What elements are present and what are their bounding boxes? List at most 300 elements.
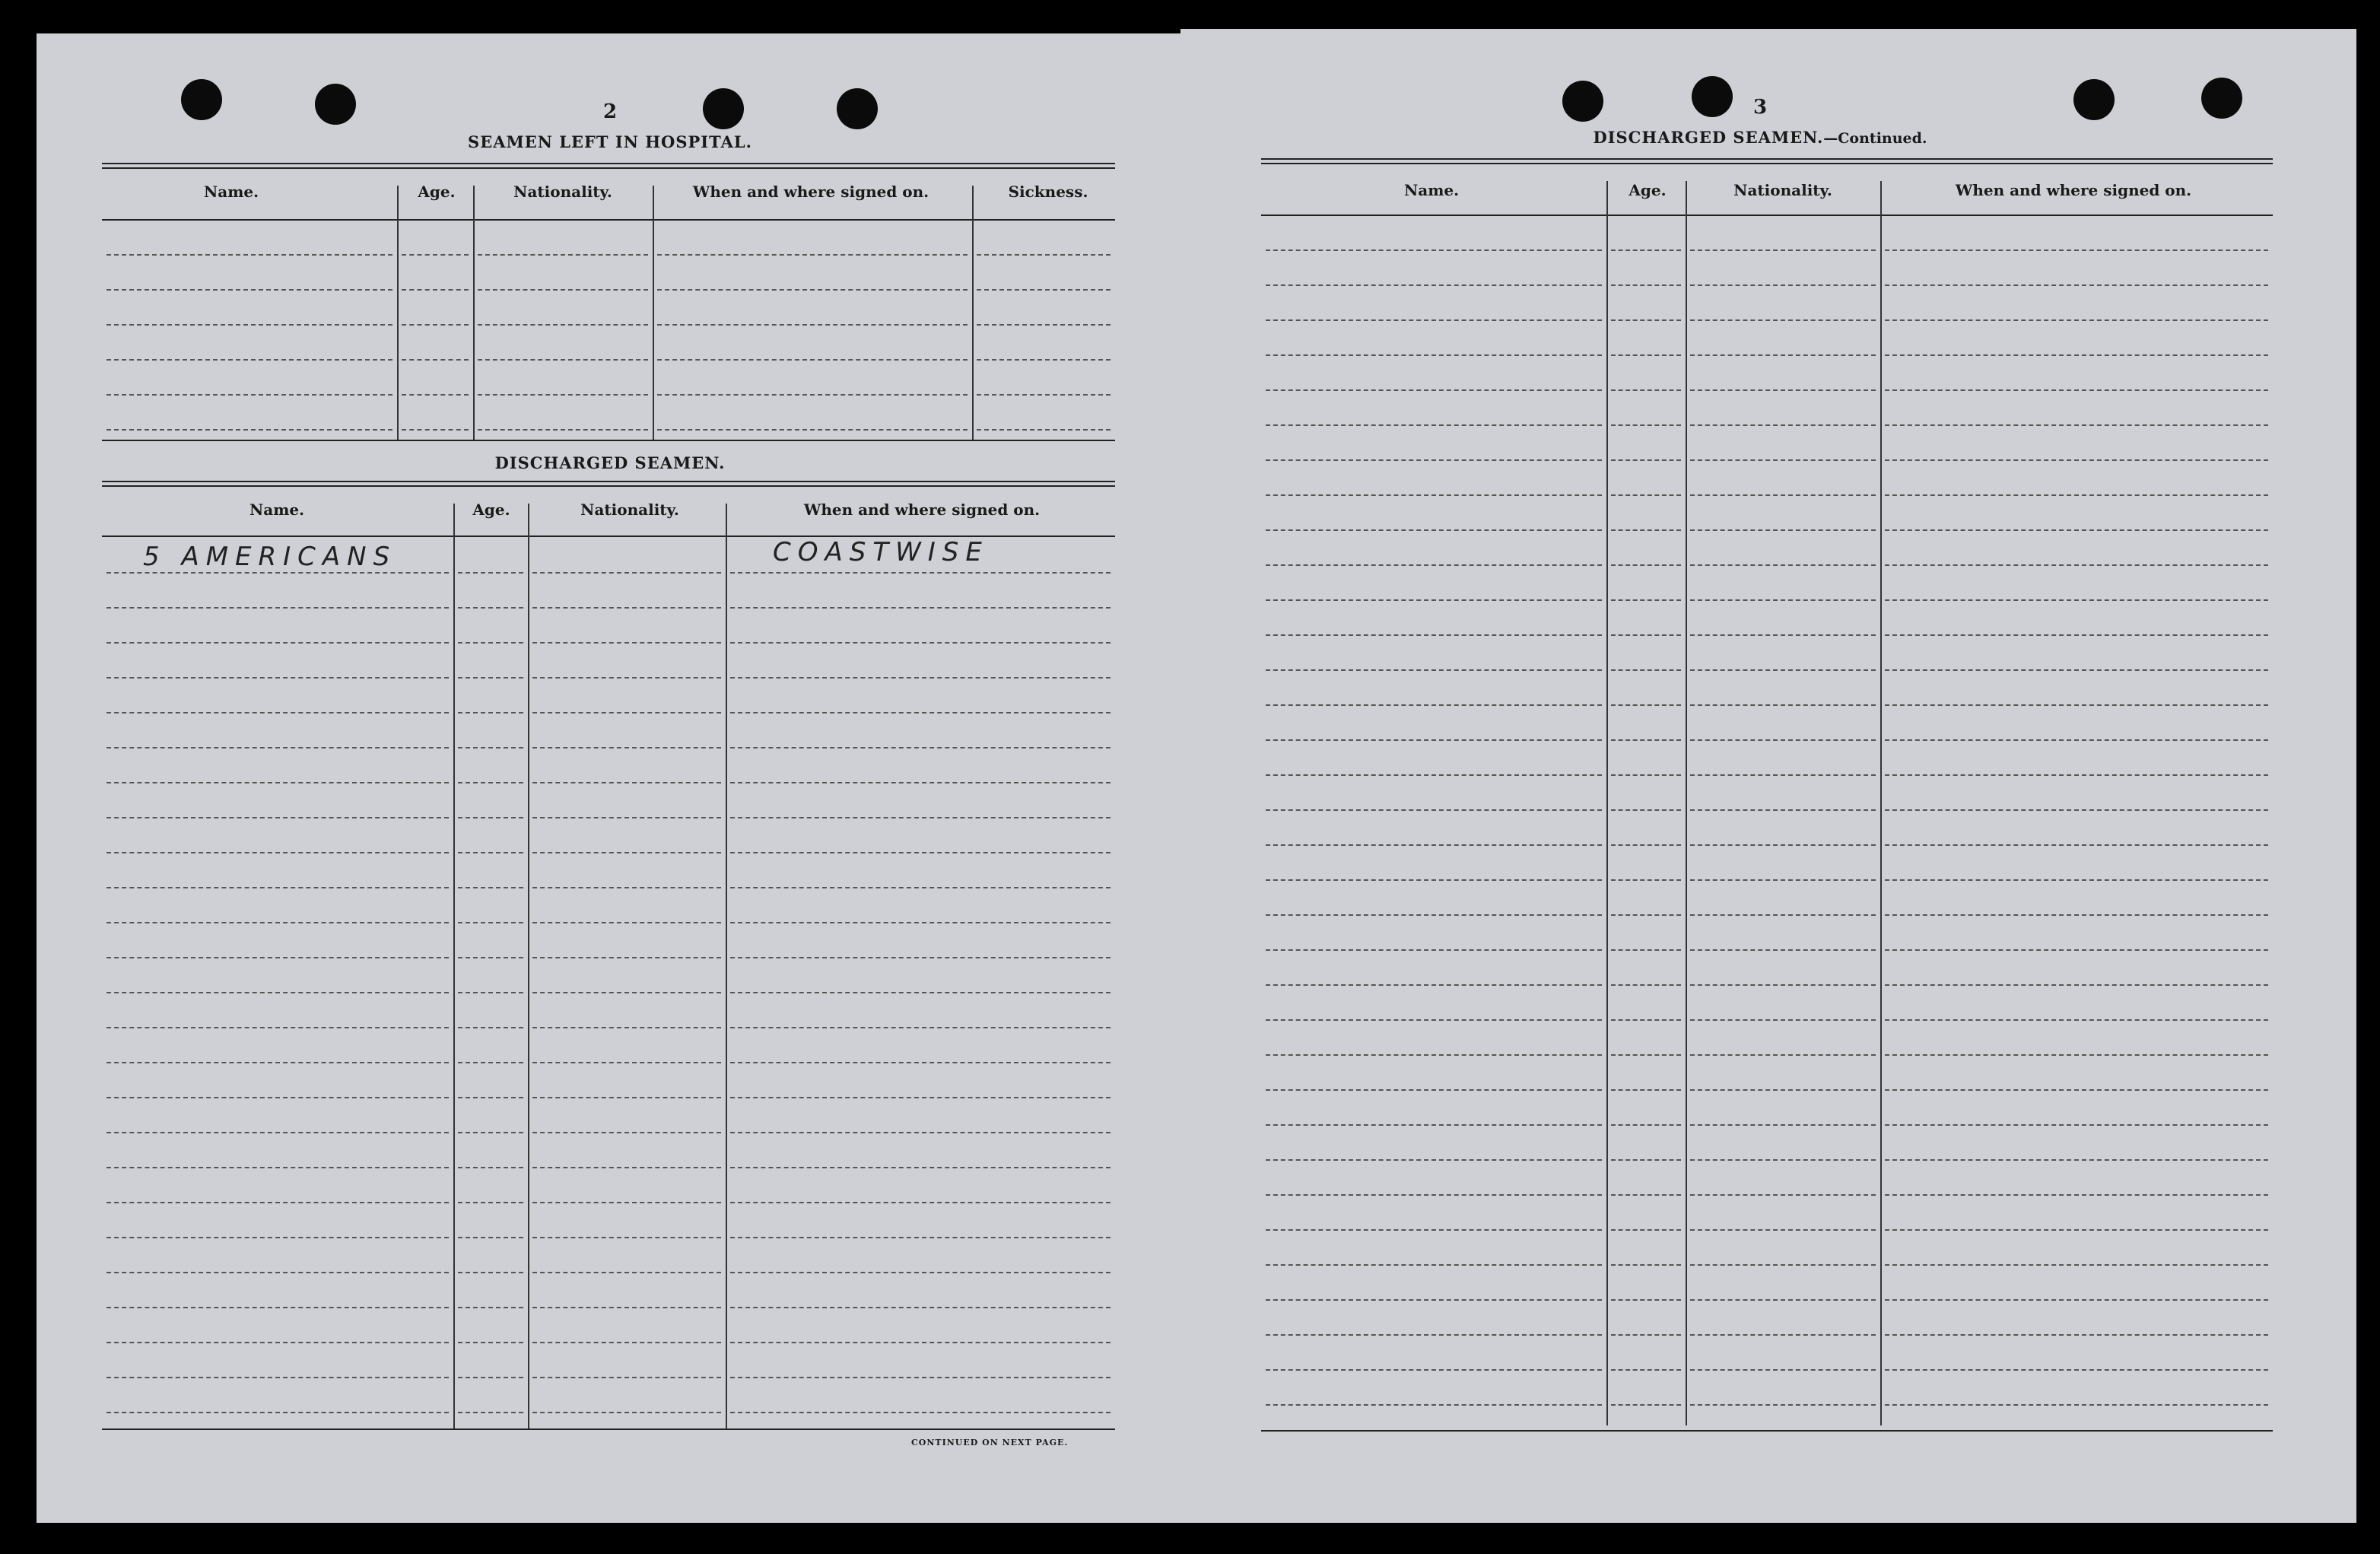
punch-hole [2201, 78, 2242, 119]
ruled-line [1885, 879, 2268, 881]
ruled-line [106, 359, 392, 361]
ruled-line [532, 1342, 721, 1343]
ruled-line [458, 712, 523, 713]
ruled-line [1611, 1299, 1681, 1301]
ruled-line [106, 642, 449, 644]
ruled-line [532, 712, 721, 713]
ruled-line [1611, 424, 1681, 426]
ruled-line [458, 1307, 523, 1308]
ruled-line [1611, 1159, 1681, 1161]
page-number: 3 [1752, 96, 1768, 119]
ruled-line [458, 642, 523, 644]
ruled-line [532, 747, 721, 748]
ruled-line [532, 782, 721, 783]
ruled-line [977, 359, 1111, 361]
ruled-line [730, 642, 1111, 644]
ruled-line [532, 607, 721, 609]
ruled-line [1611, 809, 1681, 811]
column-header-sickness: Sickness. [1008, 183, 1088, 201]
ruled-line [1266, 494, 1602, 496]
ruled-line [1885, 984, 2268, 986]
ruled-line [1690, 844, 1876, 846]
ruled-line [1690, 704, 1876, 706]
ruled-line [458, 572, 523, 574]
ruled-line [106, 992, 449, 993]
ruled-line [1885, 599, 2268, 601]
ruled-line [1611, 564, 1681, 566]
ruled-line [1690, 494, 1876, 496]
ruled-line [657, 289, 968, 291]
ruled-line [1885, 634, 2268, 636]
ruled-line [1611, 459, 1681, 461]
ruled-line [1885, 529, 2268, 531]
ruled-line [106, 1027, 449, 1028]
column-divider [653, 186, 654, 441]
ruled-line [106, 1307, 449, 1308]
ruled-line [1690, 1264, 1876, 1266]
ruled-line [730, 1237, 1111, 1238]
ruled-line [478, 254, 648, 256]
ruled-line [730, 747, 1111, 748]
ruled-line [1266, 669, 1602, 671]
ruled-line [977, 254, 1111, 256]
column-header-nationality: Nationality. [580, 501, 679, 519]
ruled-line [1885, 354, 2268, 356]
ruled-line [730, 1307, 1111, 1308]
ruled-line [1611, 704, 1681, 706]
ruled-line [730, 1167, 1111, 1168]
ruled-line [1266, 1159, 1602, 1161]
ruled-line [1611, 354, 1681, 356]
column-divider [1880, 181, 1882, 1425]
ruled-line [1885, 844, 2268, 846]
ruled-line [1885, 1369, 2268, 1371]
ruled-line [1690, 1159, 1876, 1161]
ruled-line [1266, 529, 1602, 531]
ruled-line [106, 957, 449, 958]
punch-hole [315, 84, 356, 125]
ruled-line [532, 887, 721, 888]
ruled-line [532, 1412, 721, 1413]
ruled-line [478, 289, 648, 291]
ruled-line [1611, 1194, 1681, 1196]
ruled-line [106, 1132, 449, 1133]
ruled-line [1266, 1089, 1602, 1091]
table-bottom-rule [1261, 1430, 2273, 1432]
ruled-line [1885, 494, 2268, 496]
ruled-line [458, 1132, 523, 1133]
ruled-line [730, 1377, 1111, 1378]
ruled-line [730, 887, 1111, 888]
ruled-line [1690, 809, 1876, 811]
handwritten-name-entry: 5 AMERICANS [143, 542, 397, 572]
ruled-line [532, 1062, 721, 1063]
ruled-line [106, 1097, 449, 1098]
ruled-line [106, 607, 449, 609]
ruled-line [1885, 389, 2268, 391]
ruled-line [657, 359, 968, 361]
ruled-line [1690, 774, 1876, 776]
ruled-line [1266, 949, 1602, 951]
punch-hole [703, 88, 744, 129]
ruled-line [106, 1062, 449, 1063]
ruled-line [1690, 459, 1876, 461]
ruled-line [532, 992, 721, 993]
ruled-line [106, 394, 392, 396]
ruled-line [458, 607, 523, 609]
ruled-line [1266, 459, 1602, 461]
ruled-line [1885, 669, 2268, 671]
ruled-line [402, 394, 469, 396]
ruled-line [1611, 1089, 1681, 1091]
ruled-line [106, 1377, 449, 1378]
ruled-line [1885, 1404, 2268, 1406]
ruled-line [1266, 1019, 1602, 1021]
column-header-age: Age. [418, 183, 456, 201]
ruled-line [1611, 284, 1681, 286]
ruled-line [458, 1272, 523, 1273]
ruled-line [458, 922, 523, 923]
ruled-line [402, 359, 469, 361]
ruled-line [730, 782, 1111, 783]
ruled-line [1611, 494, 1681, 496]
ruled-line [1690, 1369, 1876, 1371]
ruled-line [1885, 284, 2268, 286]
ruled-line [1885, 704, 2268, 706]
ruled-line [1690, 1194, 1876, 1196]
ruled-line [478, 324, 648, 326]
ruled-line [532, 1167, 721, 1168]
ruled-line [1611, 1369, 1681, 1371]
ruled-line [1266, 1334, 1602, 1336]
column-header-signed-on: When and where signed on. [692, 183, 929, 201]
ruled-line [730, 1097, 1111, 1098]
ruled-line [1266, 1264, 1602, 1266]
column-header-name: Name. [249, 501, 305, 519]
ruled-line [1690, 1124, 1876, 1126]
ruled-line [1266, 319, 1602, 321]
ruled-line [458, 852, 523, 853]
header-rule [102, 481, 1115, 487]
ruled-line [106, 254, 392, 256]
ruled-line [1266, 1299, 1602, 1301]
ruled-line [106, 1237, 449, 1238]
ruled-line [478, 394, 648, 396]
ruled-line [532, 1202, 721, 1203]
ruled-line [532, 1307, 721, 1308]
column-header-signed-on: When and where signed on. [803, 501, 1041, 519]
ruled-line [1611, 634, 1681, 636]
ruled-line [1266, 1054, 1602, 1056]
ruled-line [1266, 599, 1602, 601]
ruled-line [1266, 844, 1602, 846]
ruled-line [532, 677, 721, 678]
ruled-line [1690, 354, 1876, 356]
ruled-line [1266, 389, 1602, 391]
ruled-line [1885, 1159, 2268, 1161]
column-divider [972, 186, 974, 441]
ruled-line [730, 1062, 1111, 1063]
ruled-line [1690, 879, 1876, 881]
ruled-line [1611, 249, 1681, 251]
ruled-line [1266, 1369, 1602, 1371]
ruled-line [532, 1272, 721, 1273]
ruled-line [1690, 1089, 1876, 1091]
ruled-line [730, 607, 1111, 609]
ruled-line [1690, 284, 1876, 286]
column-divider [453, 504, 455, 1430]
column-divider [726, 504, 727, 1430]
ruled-line [1690, 1054, 1876, 1056]
ruled-line [1611, 319, 1681, 321]
ruled-line [532, 852, 721, 853]
ruled-line [1611, 669, 1681, 671]
page-title [1593, 128, 1927, 147]
ruled-line [1611, 529, 1681, 531]
ruled-line [1266, 1124, 1602, 1126]
ruled-line [532, 572, 721, 574]
ruled-line [1690, 634, 1876, 636]
ruled-line [977, 394, 1111, 396]
ruled-line [1611, 879, 1681, 881]
ruled-line [1266, 739, 1602, 741]
column-header-age: Age. [472, 501, 510, 519]
ruled-line [532, 1132, 721, 1133]
ruled-line [106, 429, 392, 431]
ruled-line [106, 747, 449, 748]
ruled-line [402, 324, 469, 326]
ruled-line [1611, 774, 1681, 776]
ruled-line [1266, 424, 1602, 426]
ruled-line [1690, 424, 1876, 426]
ruled-line [730, 922, 1111, 923]
ruled-line [730, 1202, 1111, 1203]
ruled-line [1611, 1054, 1681, 1056]
right-page [1180, 29, 2356, 1523]
ruled-line [1266, 984, 1602, 986]
ruled-line [977, 429, 1111, 431]
column-divider [1686, 181, 1687, 1425]
ruled-line [106, 1412, 449, 1413]
handwritten-signed-on-entry: COASTWISE [773, 537, 989, 567]
ruled-line [1690, 1229, 1876, 1231]
ruled-line [106, 1202, 449, 1203]
discharged-section-title: DISCHARGED SEAMEN. [494, 453, 726, 472]
punch-hole [1692, 76, 1733, 117]
ruled-line [730, 572, 1111, 574]
ruled-line [106, 852, 449, 853]
punch-hole [181, 79, 222, 120]
ruled-line [730, 1132, 1111, 1133]
ruled-line [532, 642, 721, 644]
ruled-line [478, 359, 648, 361]
ruled-line [1690, 914, 1876, 916]
ruled-line [458, 1377, 523, 1378]
column-header-nationality: Nationality. [1733, 181, 1832, 199]
continued-footer: CONTINUED ON NEXT PAGE. [911, 1438, 1069, 1448]
title-continued: —Continued. [1823, 130, 1927, 147]
column-header-nationality: Nationality. [513, 183, 612, 201]
ruled-line [730, 1272, 1111, 1273]
ruled-line [1266, 809, 1602, 811]
ruled-line [532, 957, 721, 958]
ruled-line [106, 1342, 449, 1343]
ruled-line [458, 1412, 523, 1413]
ruled-line [106, 572, 449, 574]
ruled-line [458, 1062, 523, 1063]
ruled-line [657, 394, 968, 396]
ruled-line [1266, 914, 1602, 916]
punch-hole [2073, 79, 2115, 120]
ruled-line [1266, 284, 1602, 286]
ruled-line [1611, 1264, 1681, 1266]
ruled-line [1266, 1194, 1602, 1196]
ruled-line [106, 1272, 449, 1273]
ruled-line [1885, 1054, 2268, 1056]
ruled-line [106, 782, 449, 783]
ruled-line [1885, 319, 2268, 321]
ruled-line [1611, 1229, 1681, 1231]
ruled-line [458, 992, 523, 993]
ruled-line [1611, 1019, 1681, 1021]
ruled-line [730, 1412, 1111, 1413]
ruled-line [1690, 1334, 1876, 1336]
ruled-line [1885, 809, 2268, 811]
ruled-line [657, 429, 968, 431]
ruled-line [106, 324, 392, 326]
ruled-line [1690, 739, 1876, 741]
ruled-line [1885, 1089, 2268, 1091]
table-bottom-rule [102, 440, 1115, 441]
ruled-line [1266, 879, 1602, 881]
ruled-line [1611, 1334, 1681, 1336]
ruled-line [1690, 984, 1876, 986]
ruled-line [1885, 739, 2268, 741]
ruled-line [1690, 564, 1876, 566]
ruled-line [458, 1097, 523, 1098]
title-main: DISCHARGED SEAMEN. [1593, 128, 1824, 147]
ruled-line [1611, 1124, 1681, 1126]
ruled-line [458, 1027, 523, 1028]
ruled-line [458, 817, 523, 818]
ruled-line [458, 957, 523, 958]
ruled-line [1611, 389, 1681, 391]
column-header-signed-on: When and where signed on. [1955, 181, 2192, 199]
ruled-line [1885, 424, 2268, 426]
column-header-name: Name. [1403, 181, 1460, 199]
ruled-line [532, 1237, 721, 1238]
table-header-rule [102, 219, 1115, 221]
ruled-line [730, 817, 1111, 818]
ruled-line [106, 677, 449, 678]
ruled-line [458, 1342, 523, 1343]
ruled-line [1885, 1334, 2268, 1336]
left-page [37, 33, 1193, 1523]
ruled-line [1885, 1194, 2268, 1196]
ruled-line [532, 817, 721, 818]
ruled-line [1885, 949, 2268, 951]
ruled-line [1690, 1404, 1876, 1406]
ruled-line [106, 1167, 449, 1168]
ruled-line [1266, 354, 1602, 356]
ruled-line [106, 289, 392, 291]
ruled-line [1885, 1019, 2268, 1021]
ruled-line [1885, 914, 2268, 916]
ruled-line [657, 324, 968, 326]
ruled-line [1266, 564, 1602, 566]
ruled-line [1690, 319, 1876, 321]
ruled-line [1885, 1229, 2268, 1231]
ruled-line [1266, 774, 1602, 776]
ruled-line [1690, 529, 1876, 531]
header-rule [102, 163, 1115, 169]
column-divider [473, 186, 475, 441]
ruled-line [1266, 634, 1602, 636]
ruled-line [106, 817, 449, 818]
ruled-line [657, 254, 968, 256]
column-divider [397, 186, 399, 441]
ruled-line [458, 887, 523, 888]
column-divider [528, 504, 529, 1430]
ruled-line [1885, 1299, 2268, 1301]
ruled-line [1690, 599, 1876, 601]
ruled-line [532, 922, 721, 923]
punch-hole [837, 88, 878, 129]
ruled-line [1885, 1124, 2268, 1126]
ruled-line [1611, 1404, 1681, 1406]
ruled-line [1885, 249, 2268, 251]
column-header-age: Age. [1629, 181, 1667, 199]
ruled-line [1266, 249, 1602, 251]
ruled-line [730, 957, 1111, 958]
punch-hole [1562, 81, 1603, 122]
header-rule [1261, 158, 2273, 164]
ruled-line [1885, 459, 2268, 461]
ruled-line [1266, 704, 1602, 706]
table-bottom-rule [102, 1428, 1115, 1430]
ruled-line [1690, 249, 1876, 251]
ruled-line [1611, 599, 1681, 601]
ruled-line [458, 1237, 523, 1238]
ruled-line [1690, 949, 1876, 951]
ruled-line [532, 1027, 721, 1028]
ruled-line [106, 887, 449, 888]
ruled-line [1611, 914, 1681, 916]
ruled-line [402, 254, 469, 256]
table-header-rule [1261, 215, 2273, 216]
ruled-line [977, 289, 1111, 291]
ruled-line [106, 712, 449, 713]
ruled-line [1690, 1019, 1876, 1021]
ruled-line [458, 1167, 523, 1168]
ruled-line [458, 677, 523, 678]
page-number: 2 [602, 100, 618, 123]
ruled-line [532, 1097, 721, 1098]
ruled-line [458, 1202, 523, 1203]
ruled-line [730, 992, 1111, 993]
ruled-line [1611, 984, 1681, 986]
ruled-line [532, 1377, 721, 1378]
ruled-line [1690, 389, 1876, 391]
ruled-line [1611, 739, 1681, 741]
ruled-line [1885, 1264, 2268, 1266]
ruled-line [458, 747, 523, 748]
ruled-line [478, 429, 648, 431]
column-header-name: Name. [203, 183, 259, 201]
ruled-line [1885, 564, 2268, 566]
ruled-line [402, 289, 469, 291]
ruled-line [1266, 1404, 1602, 1406]
